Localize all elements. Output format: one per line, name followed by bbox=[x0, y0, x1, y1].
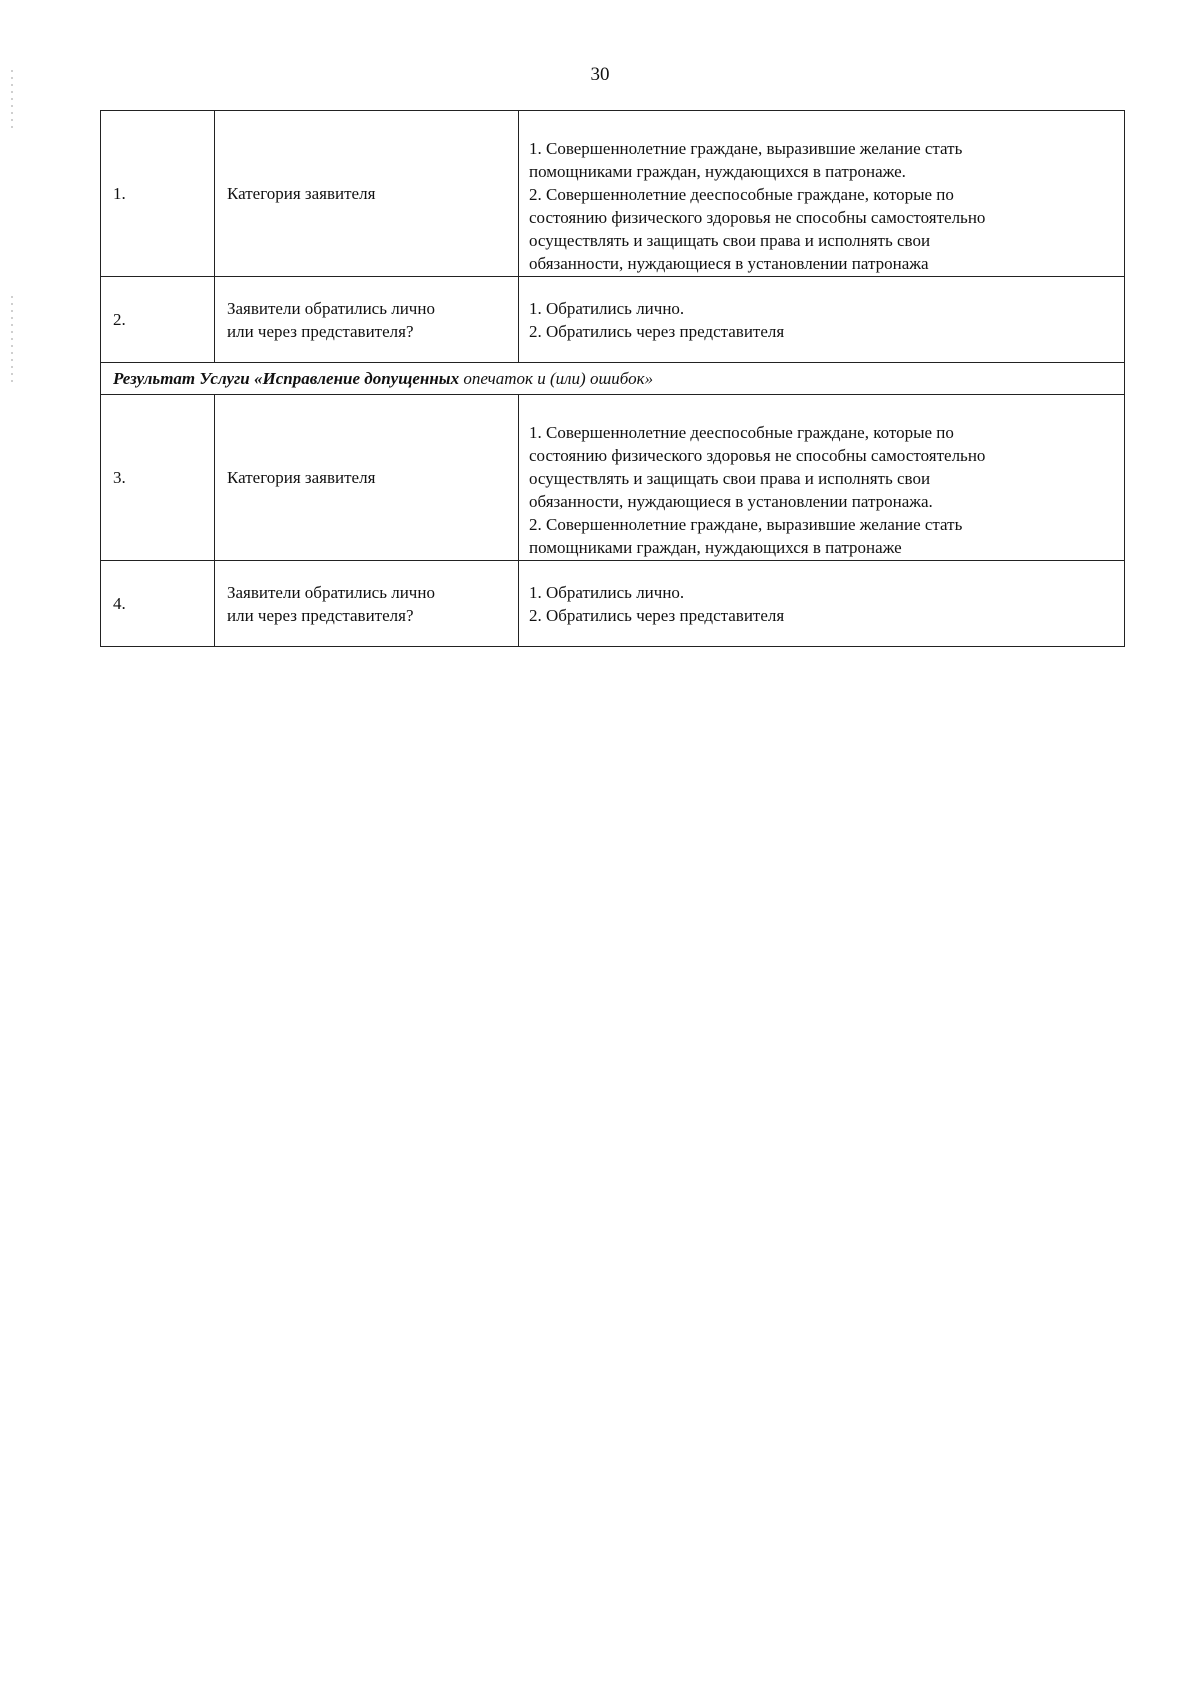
table-row bbox=[101, 277, 1125, 363]
answer-line: 2. Совершеннолетние граждане, выразившие желание стать bbox=[529, 514, 963, 534]
criteria-table bbox=[100, 110, 1125, 647]
answer-line: 2. Обратились через представителя bbox=[529, 321, 785, 341]
answer-line: осуществлять и защищать свои права и исполнять свои bbox=[529, 230, 931, 250]
answer-line: 1. Совершеннолетние граждане, выразившие желание стать bbox=[529, 138, 963, 158]
answer-line: обязанности, нуждающиеся в установлении патронажа bbox=[529, 253, 929, 273]
answer-line: помощниками граждан, нуждающихся в патронаже bbox=[529, 537, 902, 557]
answer-line: 2. Обратились через представителя bbox=[529, 605, 785, 625]
answer-line: 2. Совершеннолетние дееспособные граждане, которые по bbox=[529, 184, 954, 204]
row-number: 2. bbox=[101, 277, 215, 363]
scan-margin-marks bbox=[11, 296, 13, 386]
section-header-suffix: опечаток и (или) ошибок» bbox=[463, 369, 654, 388]
row-number: 4. bbox=[101, 561, 215, 647]
row-question: Категория заявителя bbox=[215, 111, 519, 277]
row-question bbox=[215, 561, 519, 647]
row-answers bbox=[519, 111, 1125, 277]
page-number: 30 bbox=[590, 64, 610, 85]
row-answers bbox=[519, 395, 1125, 561]
answer-line: осуществлять и защищать свои права и исполнять свои bbox=[529, 468, 931, 488]
answer-line: состоянию физического здоровья не способны самостоятельно bbox=[529, 207, 986, 227]
scan-margin-marks bbox=[11, 70, 13, 130]
row-question: Категория заявителя bbox=[215, 395, 519, 561]
answer-line: 1. Обратились лично. bbox=[529, 582, 685, 602]
question-line: Заявители обратились лично bbox=[227, 582, 435, 602]
section-header-prefix: Результат Услуги «Исправление допущенных bbox=[113, 369, 460, 388]
row-answers bbox=[519, 277, 1125, 363]
answer-line: состоянию физического здоровья не способны самостоятельно bbox=[529, 445, 986, 465]
row-number: 3. bbox=[101, 395, 215, 561]
answer-line: 1. Совершеннолетние дееспособные граждане, которые по bbox=[529, 422, 954, 442]
table-row bbox=[101, 561, 1125, 647]
question-line: Заявители обратились лично bbox=[227, 298, 435, 318]
answer-line: помощниками граждан, нуждающихся в патронаже. bbox=[529, 161, 906, 181]
table-row bbox=[101, 395, 1125, 561]
section-header-row bbox=[101, 363, 1125, 395]
question-line: или через представителя? bbox=[227, 605, 414, 625]
table-row bbox=[101, 111, 1125, 277]
question-line: или через представителя? bbox=[227, 321, 414, 341]
row-answers bbox=[519, 561, 1125, 647]
row-number: 1. bbox=[101, 111, 215, 277]
row-question bbox=[215, 277, 519, 363]
answer-line: обязанности, нуждающиеся в установлении патронажа. bbox=[529, 491, 933, 511]
section-header bbox=[101, 363, 1125, 395]
answer-line: 1. Обратились лично. bbox=[529, 298, 685, 318]
